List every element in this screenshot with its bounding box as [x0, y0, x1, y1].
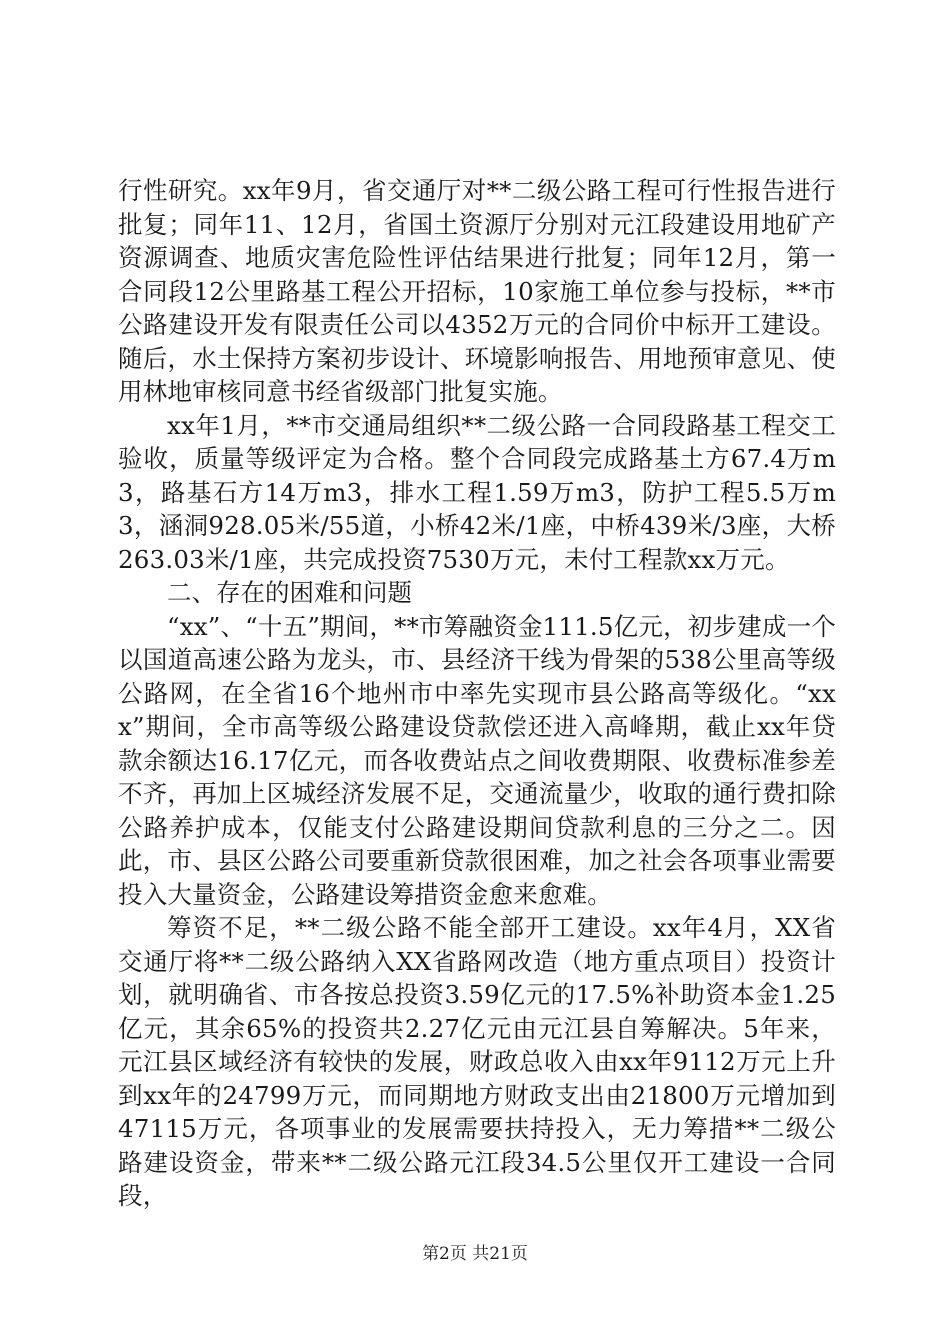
paragraph-financing: “xx”、“十五”期间，**市筹融资金111.5亿元，初步建成一个以国道高速公路为龙头，市、县经济干线为骨架的538公里高等级公路网，在全省16个地州市中率先实现市县公路高等级化。“xxx”期间，全市高等级公路建设贷款偿还进入高峰期，截止xx年贷款余额达16.17亿元，而各收费站点之间收费期限、收费标准参差不齐，再加上区城经济发展不足，交通流量少，收取的通行费扣除公路养护成本，仅能支付公路建设期间贷款利息的三分之二。因此，市、县区公路公司要重新贷款很困难，加之社会各项事业需要投入大量资金，公路建设筹措资金愈来愈难。 — [118, 611, 836, 909]
page-footer: 第2页 共21页 — [422, 1244, 528, 1264]
paragraph-acceptance: xx年1月，**市交通局组织**二级公路一合同段路基工程交工验收，质量等级评定为合格。整个合同段完成路基土方67.4万m3，路基石方14万m3，排水工程1.59万m3，防护工程5.5万m3，涵洞928.05米/55道，小桥42米/1座，中桥439米/3座，大桥263.03米/1座，共完成投资7530万元，未付工程款xx万元。 — [118, 410, 836, 574]
paragraph-funding-shortage: 筹资不足，**二级公路不能全部开工建设。xx年4月，XX省交通厅将**二级公路纳入XX省路网改造（地方重点项目）投资计划，就明确省、市各按总投资3.59亿元的17.5%补助资本金1.25亿元，其余65%的投资共2.27亿元由元江县自筹解决。5年来，元江县区域经济有较快的发展，财政总收入由xx年9112万元上升到xx年的24799万元，而同期地方财政支出由21800万元增加到47115万元，各项事业的发展需要扶持投入，无力筹措**二级公路建设资金，带来**二级公路元江段34.5公里仅开工建设一合同段， — [118, 913, 836, 1210]
document-body — [118, 174, 836, 1213]
paragraph-approvals: 行性研究。xx年9月，省交通厅对**二级公路工程可行性报告进行批复；同年11、12月，省国土资源厅分别对元江段建设用地矿产资源调查、地质灾害危险性评估结果进行批复；同年12月，第一合同段12公里路基工程公开招标，10家施工单位参与投标，**市公路建设开发有限责任公司以4352万元的合同价中标开工建设。随后，水土保持方案初步设计、环境影响报告、用地预审意见、使用林地审核同意书经省级部门批复实施。 — [118, 176, 836, 406]
section-heading-problems: 二、存在的困难和问题 — [167, 578, 412, 607]
